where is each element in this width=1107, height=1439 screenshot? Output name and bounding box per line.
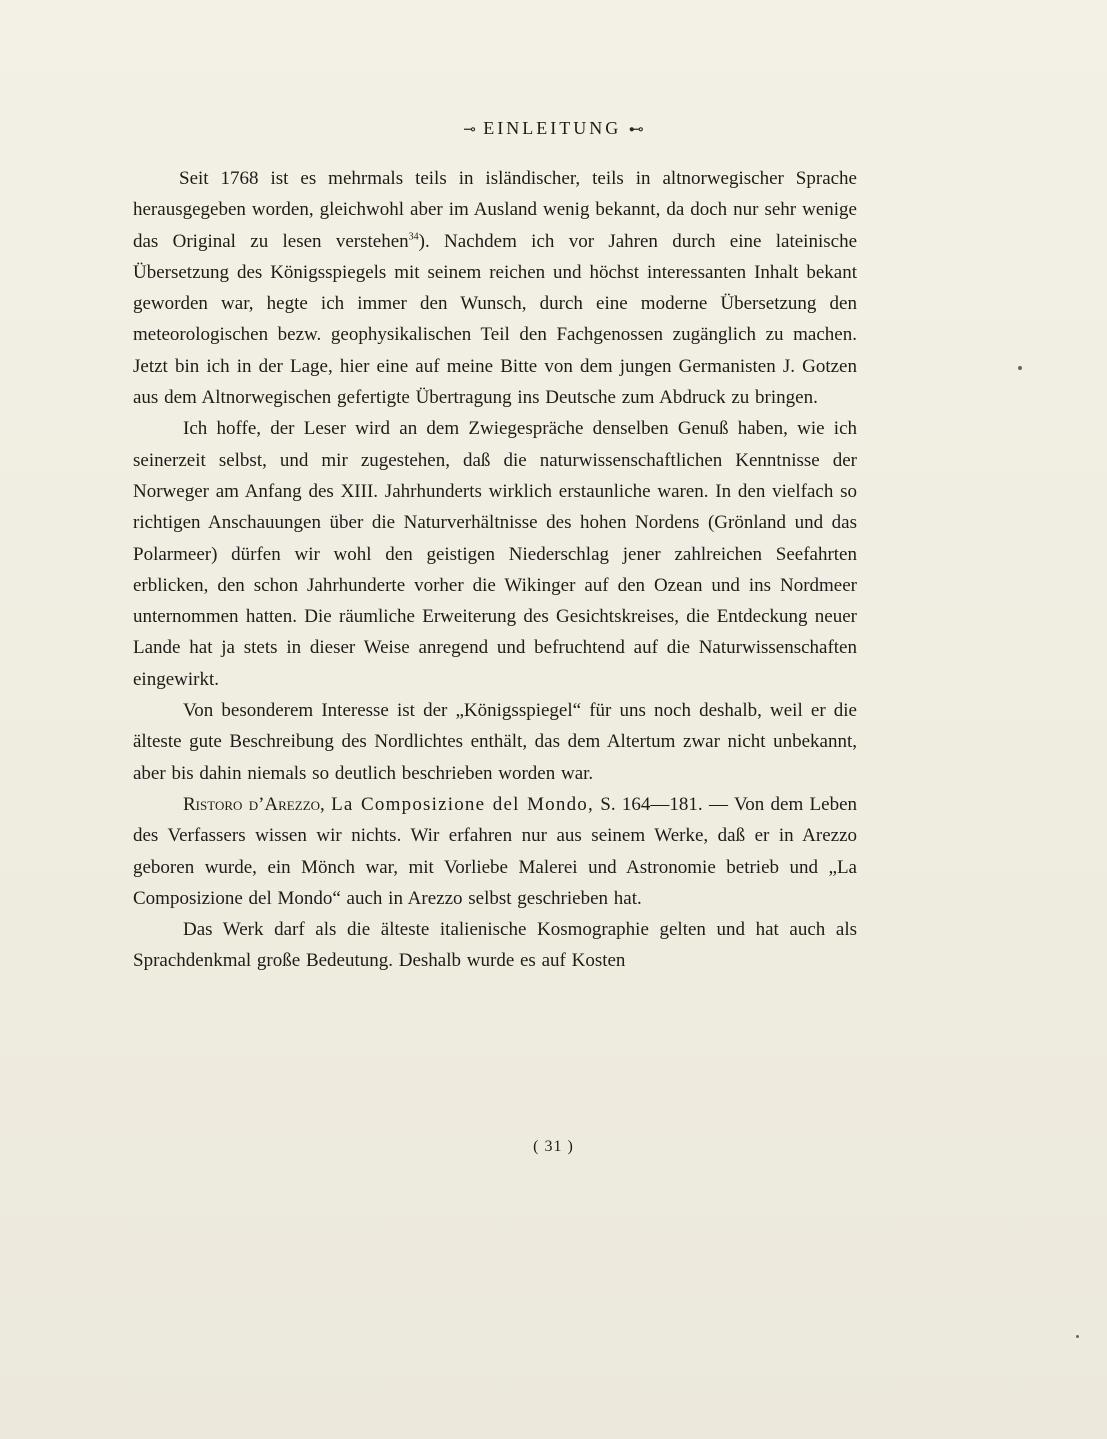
ornament-left-icon: ⊸ [463,122,476,138]
paper-speck [1018,366,1022,370]
paragraph-5: Das Werk darf als die älteste italienische Kosmographie gelten und hat auch als Sprachdenkmal große Bedeutung. Deshalb wurde es auf Kosten [133,919,857,972]
chapter-header [0,118,1107,139]
author-name: Ristoro d’Arezzo, [183,793,325,815]
body-text [133,163,857,977]
page-number: ( 31 ) [533,1138,574,1155]
paper-speck [1076,1335,1079,1338]
paragraph-1-text-a: Seit 1768 ist es mehrmals teils in isländischer, teils in altnorwegischer Sprache herausgegeben worden, gleichwohl aber im Ausland wenig bekannt, da doch nur sehr wenige das Original zu lesen verstehen [133,168,857,252]
paragraph-1 [133,163,857,413]
paragraph-4-text: — Von dem Leben des Verfassers wissen wir nichts. Wir erfahren nur aus seinem Werke, daß er in Arezzo geboren wurde, ein Mönch war, mit Vorliebe Malerei und Astronomie betrieb und „La Composizione del Mondo“ auch in Arezzo selbst geschrieben hat. [133,793,858,909]
chapter-title: EINLEITUNG [483,118,622,138]
paragraph-3: Von besonderem Interesse ist der „Königsspiegel“ für uns noch deshalb, weil er die älteste gute Beschreibung des Nordlichtes enthält, das dem Altertum zwar nicht unbekannt, aber bis dahin niemals so deutlich beschrieben worden war. [133,700,857,784]
work-title: La Composizione del Mondo, [331,793,594,815]
footnote-marker: 34 [408,231,419,243]
ornament-right-icon: ⊷ [628,122,644,138]
paragraph-1-text-b: ). Nachdem ich vor Jahren durch eine lateinische Übersetzung des Königsspiegels mit seinem reichen und höchst interessanten Inhalt bekant geworden war, hegte ich immer den Wunsch, durch eine moderne Übersetzung den meteorologischen bezw. geophysikalischen Teil den Fachgenossen zugänglich zu machen. Jetzt bin ich in der Lage, hier eine auf meine Bitte von dem jungen Germanisten J. Gotzen aus dem Altnorwegischen gefertigte Übertragung ins Deutsche zum Abdruck zu bringen. [133,230,857,409]
page-reference: S. 164—181. [600,793,703,815]
paragraph-2: Ich hoffe, der Leser wird an dem Zwiegespräche denselben Genuß haben, wie ich seinerzeit selbst, und mir zugestehen, daß die naturwissenschaftlichen Kenntnisse der Norweger am Anfang des XIII. Jahrhunderts wirklich erstaunliche waren. In den vielfach so richtigen Anschauungen über die Naturverhältnisse des hohen Nordens (Grönland und das Polarmeer) dürfen wir wohl den geistigen Niederschlag jener zahlreichen Seefahrten erblicken, den schon Jahrhunderte vorher die Wikinger auf den Ozean und ins Nordmeer unternommen hatten. Die räumliche Erweiterung des Gesichtskreises, die Entdeckung neuer Lande hat ja stets in dieser Weise anregend und befruchtend auf die Naturwissenschaften eingewirkt. [133,418,857,690]
paragraph-4 [133,789,857,914]
